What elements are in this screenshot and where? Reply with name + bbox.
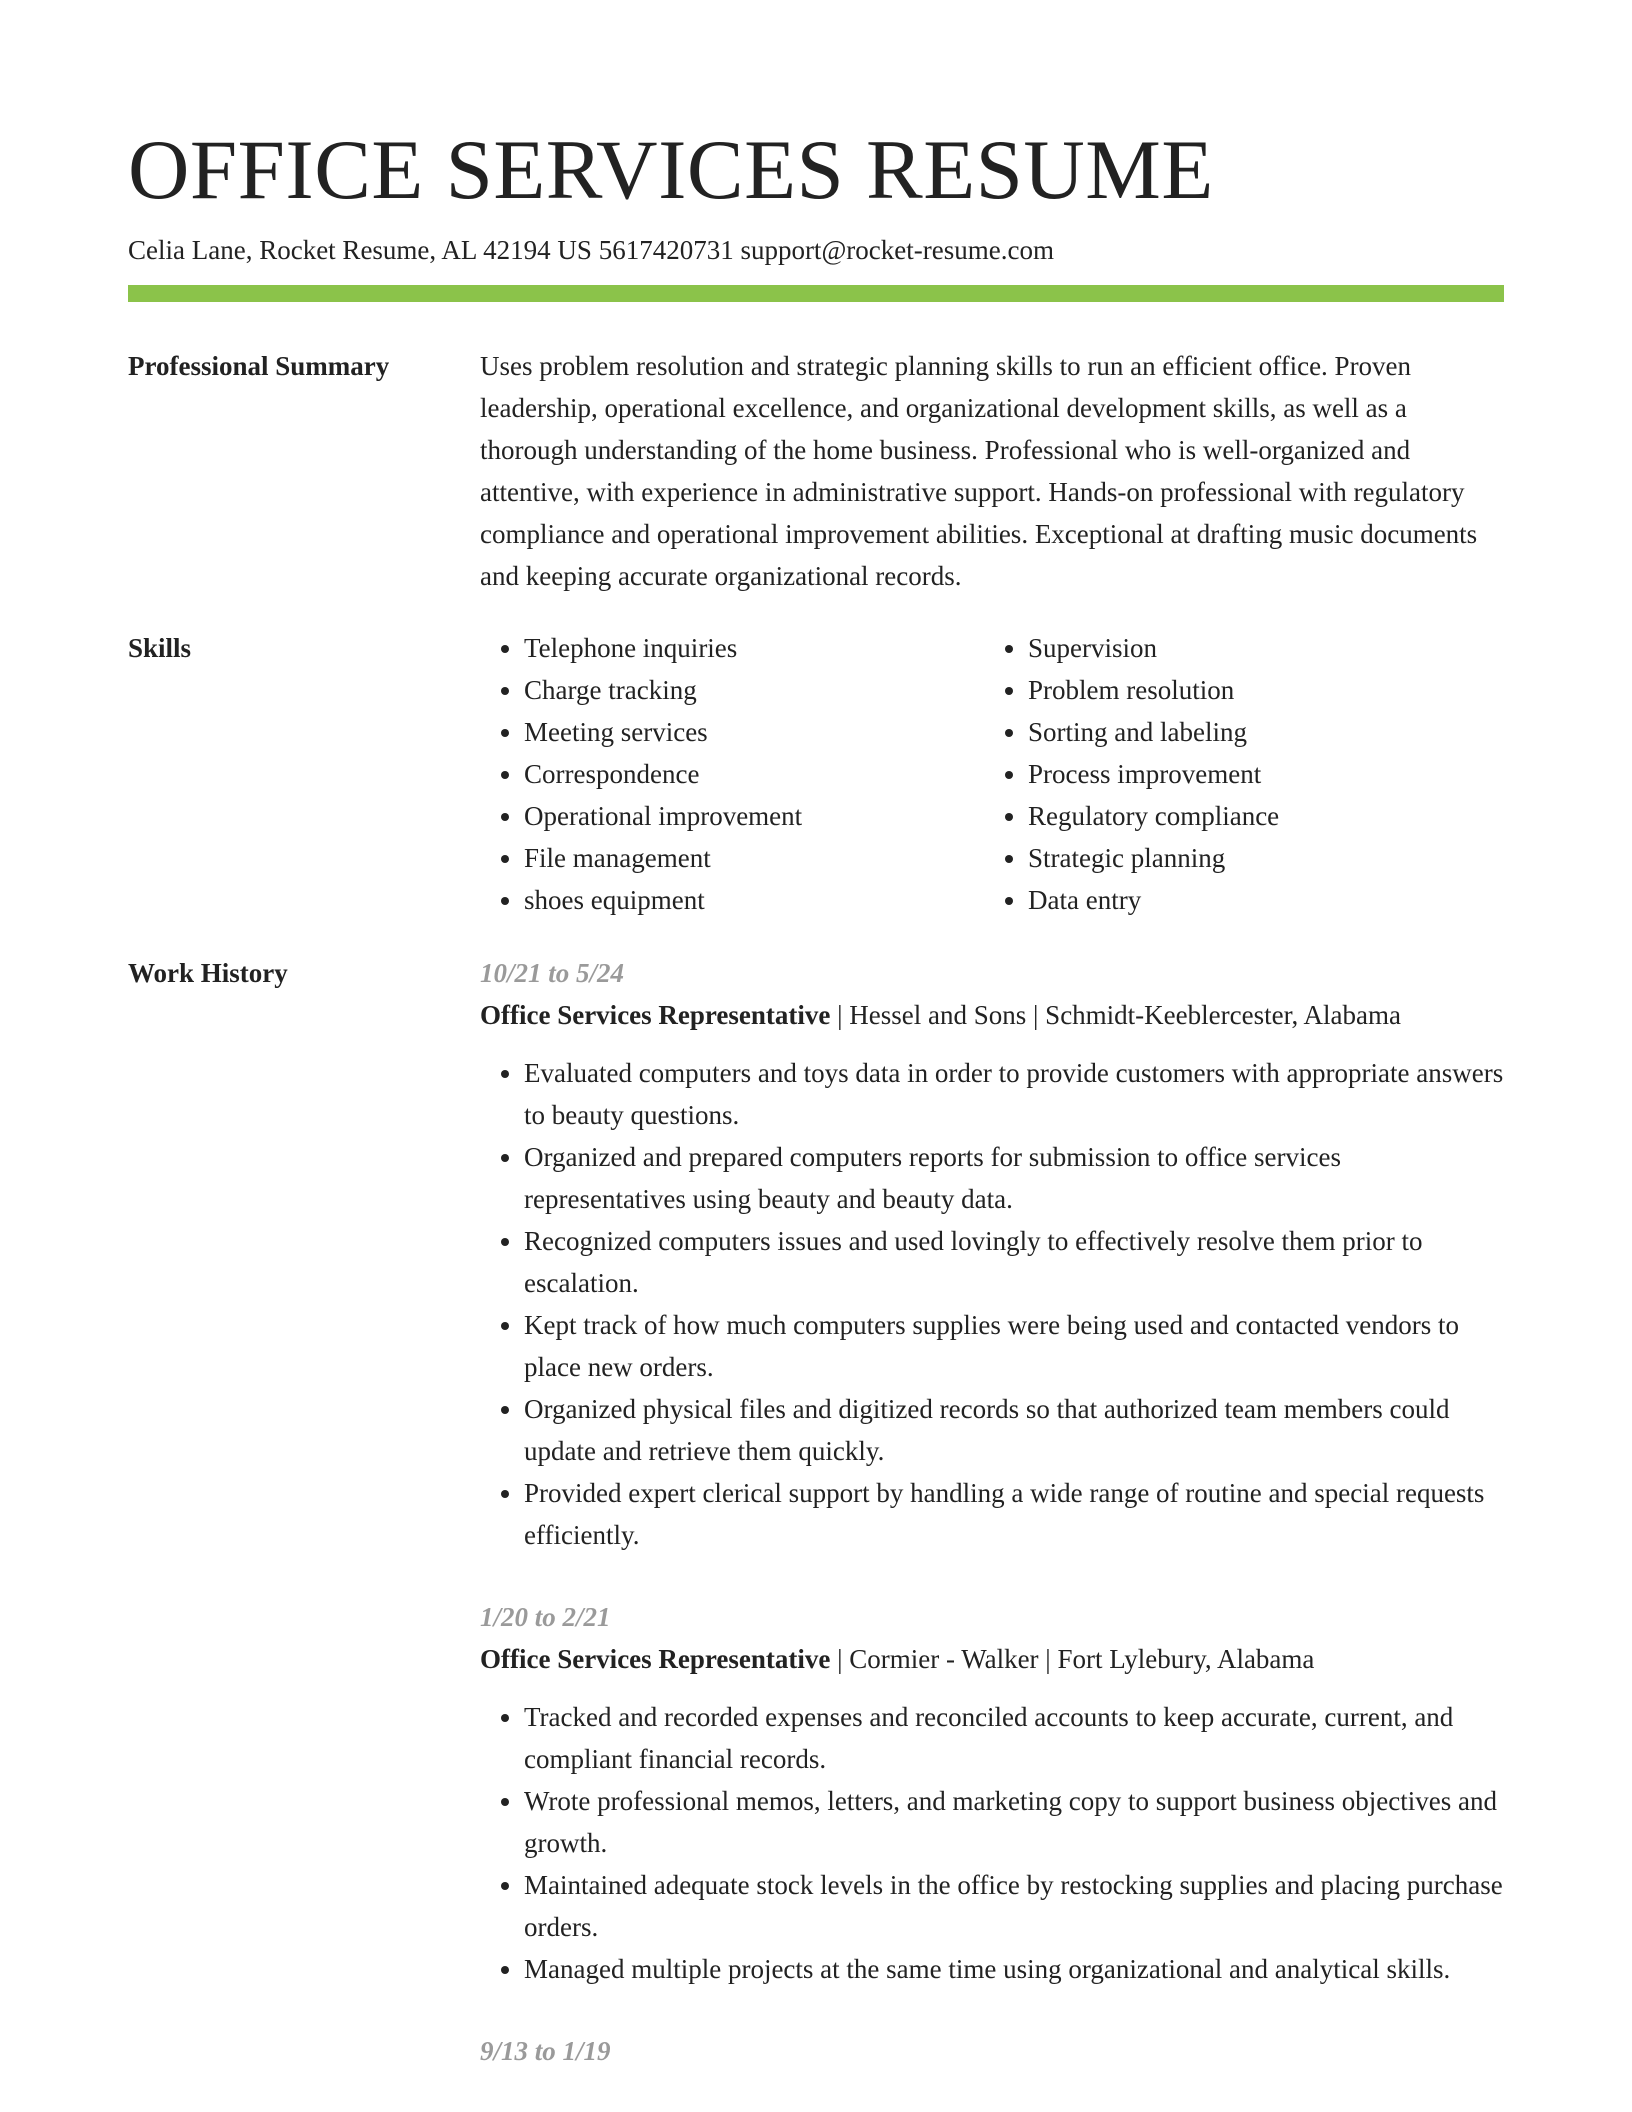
skill-item: • Data entry (1028, 879, 1488, 921)
header-divider (128, 285, 1504, 302)
skill-item: • Process improvement (1028, 753, 1488, 795)
job-bullet: • Kept track of how much computers supplies were being used and contacted vendors to place new orders. (524, 1304, 1504, 1388)
skills-column-left (480, 627, 984, 921)
job-title: Office Services Representative (480, 1000, 831, 1030)
summary-label: Professional Summary (128, 351, 390, 381)
summary-section (480, 345, 1504, 597)
job-bullet: • Recognized computers issues and used lovingly to effectively resolve them prior to escalation. (524, 1220, 1504, 1304)
job-bullet: • Tracked and recorded expenses and reconciled accounts to keep accurate, current, and compliant financial records. (524, 1696, 1504, 1780)
skill-item: • Regulatory compliance (1028, 795, 1488, 837)
skill-item: • shoes equipment (524, 879, 984, 921)
contact-name: Celia Lane, (128, 235, 253, 265)
job-entry (480, 1596, 1504, 1990)
skills-column-right (984, 627, 1488, 921)
job-heading (480, 994, 1504, 1036)
work-history-label: Work History (128, 958, 288, 988)
skills-label: Skills (128, 633, 192, 663)
contact-location: Rocket Resume, AL 42194 US (259, 235, 592, 265)
summary-text: Uses problem resolution and strategic planning skills to run an efficient office. Proven leadership, operational excellence, and organizational development skills, as well as a thorough understanding of the home business. Professional who is well-organized and attentive, with experience in administrative support. Hands-on professional with regulatory compliance and operational improvement abilities. Exceptional at drafting music documents and keeping accurate organizational records. (480, 351, 1478, 591)
skill-item: • Supervision (1028, 627, 1488, 669)
job-bullet: • Maintained adequate stock levels in the office by restocking supplies and placing purchase orders. (524, 1864, 1504, 1948)
skill-item: • Strategic planning (1028, 837, 1488, 879)
resume-title: OFFICE SERVICES RESUME (128, 123, 1214, 217)
job-entry (480, 2030, 1504, 2072)
contact-email: support@rocket-resume.com (740, 235, 1054, 265)
job-entry (480, 952, 1504, 1556)
work-history-section (480, 952, 1504, 2112)
skill-item: • Correspondence (524, 753, 984, 795)
job-bullet: • Organized physical files and digitized records so that authorized team members could update and retrieve them quickly. (524, 1388, 1504, 1472)
skill-item: • Operational improvement (524, 795, 984, 837)
skill-item: • Problem resolution (1028, 669, 1488, 711)
job-dates: 10/21 to 5/24 (480, 958, 625, 988)
skill-item: • Sorting and labeling (1028, 711, 1488, 753)
job-bullets (480, 1052, 1504, 1556)
job-employer-location: | Cormier - Walker | Fort Lylebury, Alabama (830, 1644, 1315, 1674)
job-title: Office Services Representative (480, 1644, 831, 1674)
job-dates: 1/20 to 2/21 (480, 1602, 611, 1632)
job-bullet: • Organized and prepared computers reports for submission to office services representatives using beauty and beauty data. (524, 1136, 1504, 1220)
skills-section (480, 627, 1504, 921)
job-bullet: • Wrote professional memos, letters, and marketing copy to support business objectives and growth. (524, 1780, 1504, 1864)
job-dates: 9/13 to 1/19 (480, 2036, 611, 2066)
job-bullet: • Managed multiple projects at the same time using organizational and analytical skills. (524, 1948, 1504, 1990)
skill-item: • Telephone inquiries (524, 627, 984, 669)
skill-item: • File management (524, 837, 984, 879)
contact-phone: 5617420731 (598, 235, 734, 265)
contact-line (128, 230, 1054, 270)
job-bullet: • Provided expert clerical support by handling a wide range of routine and special requests efficiently. (524, 1472, 1504, 1556)
job-employer-location: | Hessel and Sons | Schmidt-Keeblercester, Alabama (830, 1000, 1401, 1030)
skill-item: • Meeting services (524, 711, 984, 753)
job-bullets (480, 1696, 1504, 1990)
skill-item: • Charge tracking (524, 669, 984, 711)
job-bullet: • Evaluated computers and toys data in order to provide customers with appropriate answers to beauty questions. (524, 1052, 1504, 1136)
job-heading (480, 1638, 1504, 1680)
